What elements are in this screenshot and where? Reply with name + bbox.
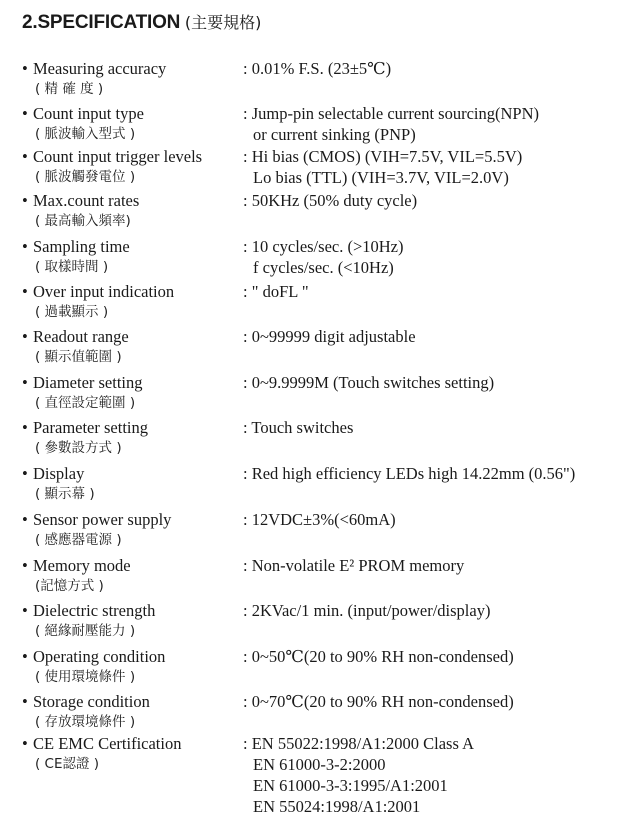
- spec-label-zh: ( CE認證 ): [35, 756, 100, 772]
- spec-label-zh: ( 直徑設定範圍 ): [35, 395, 136, 411]
- spec-value-cont: Lo bias (TTL) (VIH=3.7V, VIL=2.0V): [253, 168, 509, 187]
- spec-label: Storage condition: [33, 692, 150, 711]
- spec-label-zh: ( 顯示幕 ): [35, 486, 95, 502]
- spec-label: Operating condition: [33, 647, 166, 666]
- spec-value-cont: f cycles/sec. (<10Hz): [253, 258, 394, 277]
- spec-label: CE EMC Certification: [33, 734, 182, 753]
- spec-label-zh: ( 脈波觸發電位 ): [35, 169, 136, 185]
- spec-label-zh: ( 顯示值範圍 ): [35, 349, 122, 365]
- spec-value: : Non-volatile E² PROM memory: [243, 556, 465, 575]
- bullet: •: [22, 59, 28, 78]
- spec-value-cont: or current sinking (PNP): [253, 125, 416, 144]
- spec-value: : " doFL ": [243, 282, 309, 301]
- spec-value: : 0~50℃(20 to 90% RH non-condensed): [243, 647, 514, 666]
- spec-label-zh: ( 取樣時間 ): [35, 259, 109, 275]
- spec-label-zh: ( 最高輸入頻率): [35, 213, 131, 229]
- spec-value-cont: EN 61000-3-2:2000: [253, 755, 386, 774]
- spec-label-zh: ( 精 確 度 ): [35, 81, 104, 97]
- spec-label: Sensor power supply: [33, 510, 172, 529]
- bullet: •: [22, 282, 28, 301]
- spec-value: : EN 55022:1998/A1:2000 Class A: [243, 734, 475, 753]
- spec-label-zh: ( 存放環境條件 ): [35, 714, 136, 730]
- spec-label: Measuring accuracy: [33, 59, 167, 78]
- spec-value-cont: EN 55024:1998/A1:2001: [253, 797, 421, 816]
- spec-label: Sampling time: [33, 237, 130, 256]
- spec-label-zh: ( 感應器電源 ): [35, 532, 122, 548]
- spec-label-zh: ( 絕緣耐壓能力 ): [35, 623, 136, 639]
- spec-label: Count input type: [33, 104, 144, 123]
- spec-label: Diameter setting: [33, 373, 143, 392]
- spec-label: Readout range: [33, 327, 129, 346]
- bullet: •: [22, 418, 28, 437]
- bullet: •: [22, 327, 28, 346]
- spec-value: : 12VDC±3%(<60mA): [243, 510, 396, 529]
- spec-value: : 0.01% F.S. (23±5℃): [243, 59, 392, 78]
- title-chinese: (主要規格): [184, 13, 262, 32]
- bullet: •: [22, 104, 28, 123]
- bullet: •: [22, 464, 28, 483]
- spec-label-zh: (記憶方式 ): [35, 578, 104, 594]
- spec-value: : 10 cycles/sec. (>10Hz): [243, 237, 404, 256]
- spec-label: Count input trigger levels: [33, 147, 203, 166]
- spec-label: Display: [33, 464, 85, 483]
- bullet: •: [22, 647, 28, 666]
- bullet: •: [22, 191, 28, 210]
- spec-label-zh: ( 使用環境條件 ): [35, 669, 136, 685]
- bullet: •: [22, 510, 28, 529]
- bullet: •: [22, 556, 28, 575]
- spec-value: : Jump-pin selectable current sourcing(NPN): [243, 104, 540, 123]
- spec-label-zh: ( 過載顯示 ): [35, 304, 109, 320]
- bullet: •: [22, 692, 28, 711]
- spec-label: Parameter setting: [33, 418, 149, 437]
- spec-value: : 50KHz (50% duty cycle): [243, 191, 418, 210]
- spec-label: Dielectric strength: [33, 601, 156, 620]
- spec-value: : 0~70℃(20 to 90% RH non-condensed): [243, 692, 514, 711]
- spec-label: Memory mode: [33, 556, 131, 575]
- spec-label: Max.count rates: [33, 191, 140, 210]
- spec-value: : Hi bias (CMOS) (VIH=7.5V, VIL=5.5V): [243, 147, 523, 166]
- spec-label: Over input indication: [33, 282, 175, 301]
- bullet: •: [22, 601, 28, 620]
- spec-value-cont: EN 61000-3-3:1995/A1:2001: [253, 776, 448, 795]
- bullet: •: [22, 734, 28, 753]
- spec-value: : Touch switches: [243, 418, 354, 437]
- spec-value: : 2KVac/1 min. (input/power/display): [243, 601, 491, 620]
- spec-value: : 0~9.9999M (Touch switches setting): [243, 373, 495, 392]
- spec-value: : 0~99999 digit adjustable: [243, 327, 416, 346]
- spec-label-zh: ( 參數設方式 ): [35, 440, 122, 456]
- bullet: •: [22, 147, 28, 166]
- title-english: 2.SPECIFICATION: [22, 12, 181, 33]
- bullet: •: [22, 237, 28, 256]
- bullet: •: [22, 373, 28, 392]
- spec-value: : Red high efficiency LEDs high 14.22mm (0.56"): [243, 464, 576, 483]
- spec-label-zh: ( 脈波輸入型式 ): [35, 126, 136, 142]
